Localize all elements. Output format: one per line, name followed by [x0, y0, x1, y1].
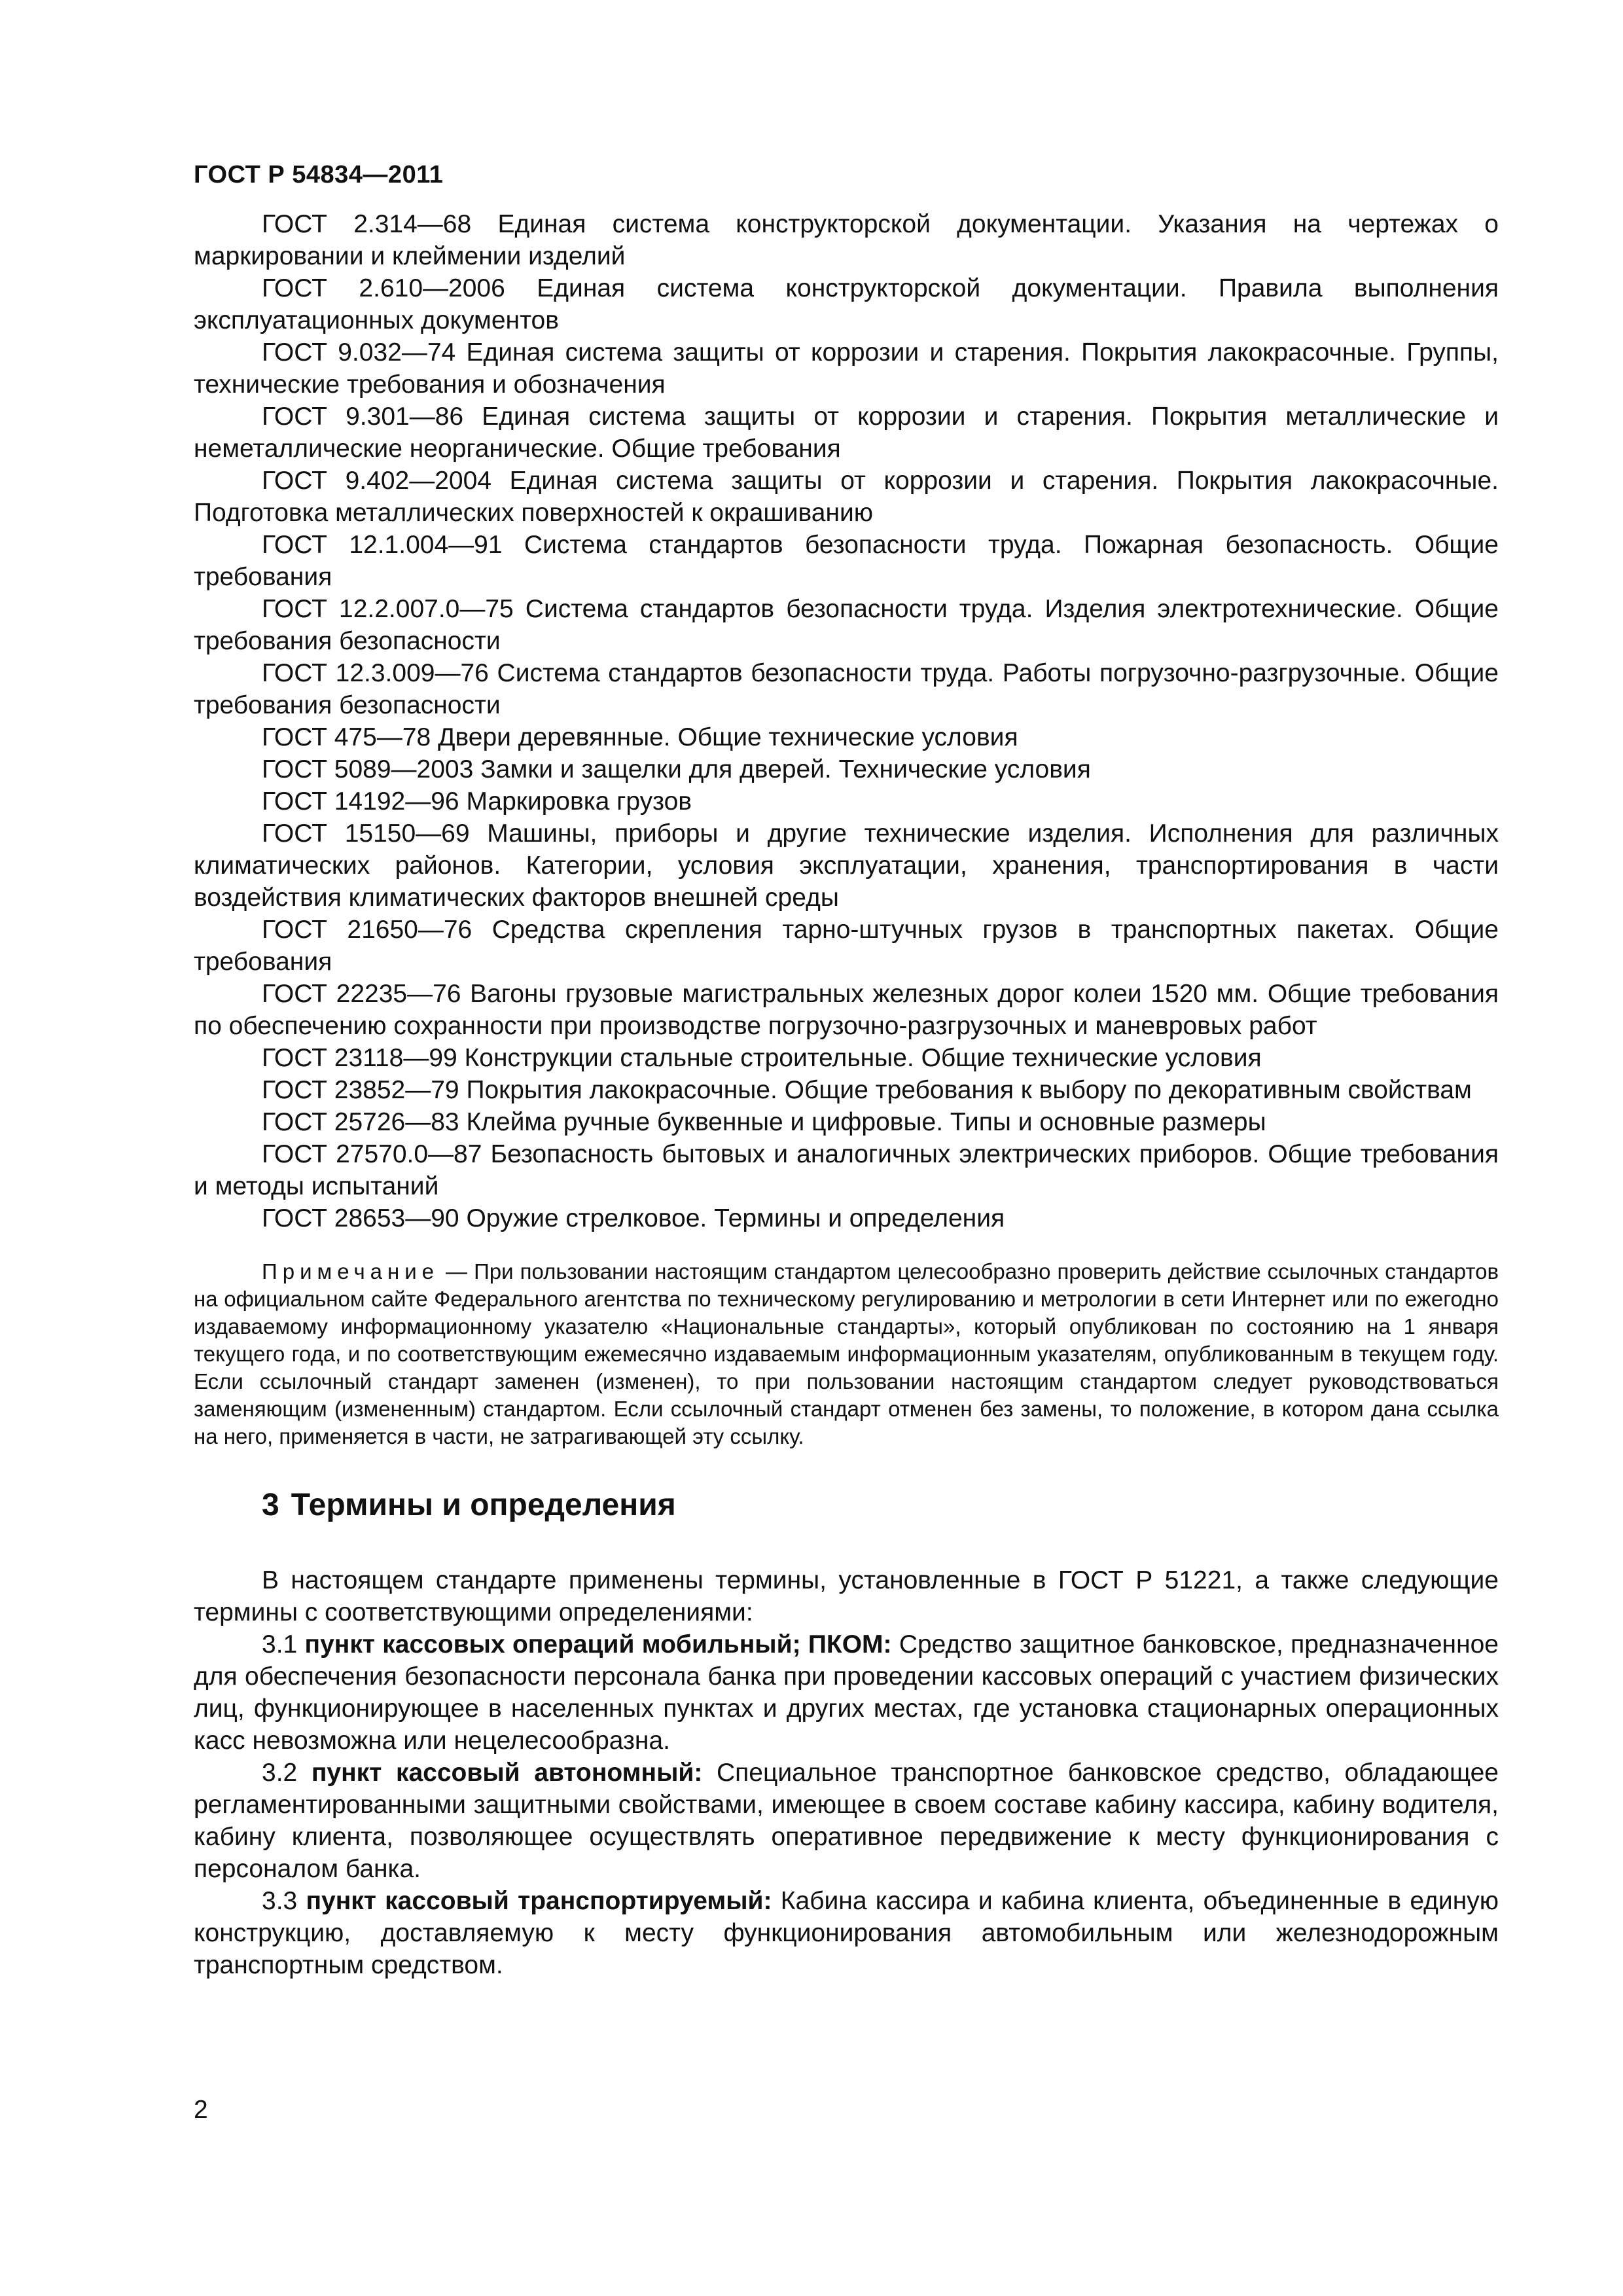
reference-item: ГОСТ 27570.0—87 Безопасность бытовых и аналогичных электрических приборов. Общие требования и методы испытаний: [194, 1140, 1499, 1200]
reference-item: ГОСТ 9.032—74 Единая система защиты от коррозии и старения. Покрытия лакокрасочные. Группы, технические требования и обозначения: [194, 338, 1499, 399]
term-number: 3.2: [262, 1759, 298, 1787]
section-number: 3: [262, 1488, 279, 1522]
term-text: Специальное транспортное банковское средство, обладающее регламентированными защитными свойствами, имеющее в своем составе кабину кассира, кабину водителя, кабину клиента, позволяющее осуществлять оперативное передвижение к месту функционирования с персоналом банка.: [194, 1759, 1499, 1883]
reference-item: ГОСТ 2.314—68 Единая система конструкторской документации. Указания на чертежах о маркировании и клеймении изделий: [194, 210, 1499, 270]
term-text: Средство защитное банковское, предназначенное для обеспечения безопасности персонала банка при проведении кассовых операций с участием физических лиц, функционирующее в населенных пунктах и других местах, где установка стационарных операционных касс невозможна или нецелесообразна.: [194, 1630, 1499, 1755]
term-name: пункт кассовый транспортируемый:: [306, 1887, 772, 1915]
term-number: 3.1: [262, 1630, 298, 1659]
term-definition: [194, 1628, 1499, 1757]
term-name: пункт кассовых операций мобильный; ПКОМ:: [304, 1630, 892, 1659]
reference-item: ГОСТ 23118—99 Конструкции стальные строительные. Общие технические условия: [262, 1044, 1262, 1072]
normative-references-list: [194, 208, 1499, 1234]
reference-item: ГОСТ 475—78 Двери деревянные. Общие технические условия: [262, 723, 1018, 751]
reference-item: ГОСТ 2.610—2006 Единая система конструкторской документации. Правила выполнения эксплуатационных документов: [194, 274, 1499, 334]
section-heading: [262, 1486, 1499, 1525]
term-number: 3.3: [262, 1887, 298, 1915]
note-paragraph: [194, 1258, 1499, 1450]
reference-item: ГОСТ 12.2.007.0—75 Система стандартов безопасности труда. Изделия электротехнические. Общие требования безопасности: [194, 595, 1499, 655]
reference-item: ГОСТ 25726—83 Клейма ручные буквенные и цифровые. Типы и основные размеры: [262, 1108, 1266, 1136]
note-text: — При пользовании настоящим стандартом целесообразно проверить действие ссылочных стандартов на официальном сайте Федерального агентства по техническому регулированию и метрологии в сети Интернет или по ежегодно издаваемому информационному указателю «Национальные стандарты», который опубликован по состоянию на 1 января текущего года, и по соответствующим ежемесячно издаваемым информационным указателям, опубликованным в текущем году. Если ссылочный стандарт заменен (изменен), то при пользовании настоящим стандартом следует руководствоваться заменяющим (измененным) стандартом. Если ссылочный стандарт отменен без замены, то положение, в котором дана ссылка на него, применяется в части, не затрагивающей эту ссылку.: [194, 1259, 1499, 1448]
term-name: пункт кассовый автономный:: [311, 1759, 703, 1787]
reference-item: ГОСТ 12.3.009—76 Система стандартов безопасности труда. Работы погрузочно-разгрузочные. Общие требования безопасности: [194, 659, 1499, 719]
reference-item: ГОСТ 23852—79 Покрытия лакокрасочные. Общие требования к выбору по декоративным свойствам: [262, 1076, 1472, 1104]
reference-item: ГОСТ 28653—90 Оружие стрелковое. Термины и определения: [262, 1204, 1005, 1232]
reference-item: ГОСТ 5089—2003 Замки и защелки для дверей. Технические условия: [262, 755, 1091, 783]
section-title: Термины и определения: [291, 1488, 676, 1522]
reference-item: ГОСТ 9.402—2004 Единая система защиты от коррозии и старения. Покрытия лакокрасочные. Подготовка металлических поверхностей к окрашиванию: [194, 467, 1499, 527]
reference-item: ГОСТ 22235—76 Вагоны грузовые магистральных железных дорог колеи 1520 мм. Общие требования по обеспечению сохранности при производстве погрузочно-разгрузочных и маневровых работ: [194, 980, 1499, 1040]
reference-item: ГОСТ 12.1.004—91 Система стандартов безопасности труда. Пожарная безопасность. Общие требования: [194, 531, 1499, 591]
page-content: [194, 208, 1499, 1981]
document-header: ГОСТ Р 54834—2011: [194, 161, 444, 188]
reference-item: ГОСТ 21650—76 Средства скрепления тарно-штучных грузов в транспортных пакетах. Общие требования: [194, 916, 1499, 976]
terms-section: [194, 1564, 1499, 1981]
reference-item: ГОСТ 14192—96 Маркировка грузов: [262, 787, 692, 816]
section-intro: В настоящем стандарте применены термины, установленные в ГОСТ Р 51221, а также следующие термины с соответствующими определениями:: [194, 1566, 1499, 1626]
reference-item: ГОСТ 15150—69 Машины, приборы и другие технические изделия. Исполнения для различных климатических районов. Категории, условия эксплуатации, хранения, транспортирования в части воздействия климатических факторов внешней среды: [194, 819, 1499, 912]
term-definition: [194, 1757, 1499, 1885]
reference-item: ГОСТ 9.301—86 Единая система защиты от коррозии и старения. Покрытия металлические и неметаллические неорганические. Общие требования: [194, 403, 1499, 463]
note-label: Примечание: [262, 1259, 440, 1283]
page-number: 2: [194, 2096, 208, 2124]
term-text: Кабина кассира и кабина клиента, объединенные в единую конструкцию, доставляемую к месту функционирования автомобильным или железнодорожным транспортным средством.: [194, 1887, 1499, 1979]
term-definition: [194, 1885, 1499, 1981]
